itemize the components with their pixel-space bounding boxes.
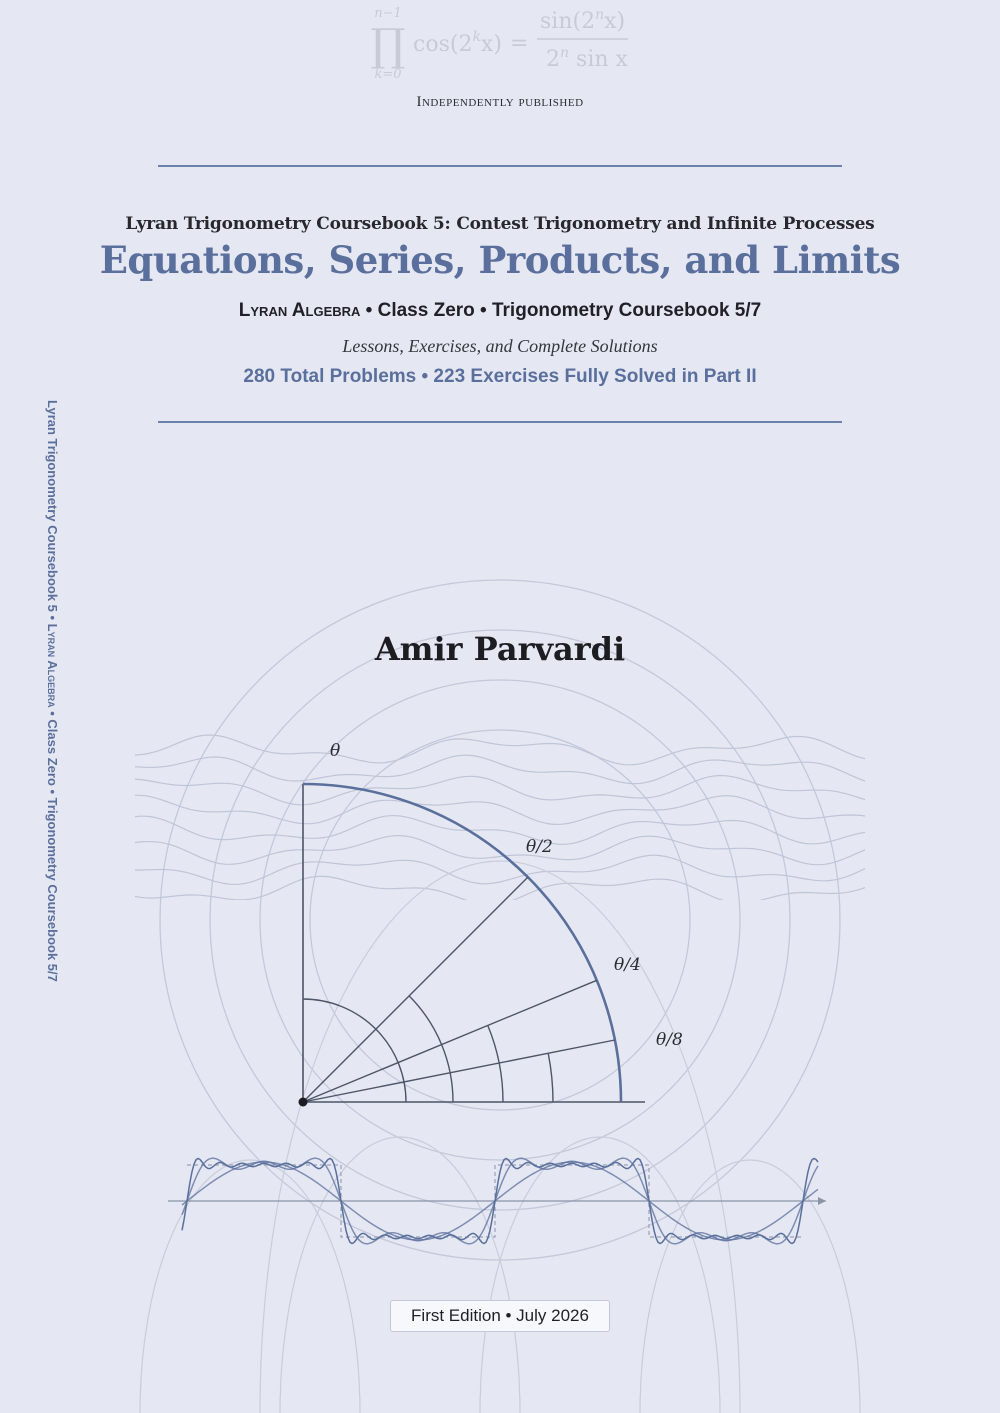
svg-text:2n sin x	[546, 45, 629, 72]
formula-num-tail: x)	[604, 9, 626, 34]
angle-ray	[303, 877, 528, 1102]
series-subtitle-rest: • Class Zero • Trigonometry Coursebook 5/7	[360, 300, 762, 321]
formula-den-exp: n	[560, 45, 570, 61]
formula-prod-upper: n−1	[374, 6, 402, 21]
arch-line	[280, 1137, 520, 1413]
wave-line	[130, 836, 870, 865]
formula-den-tail: sin x	[569, 47, 628, 72]
svg-text:cos(2kx)	[413, 29, 502, 57]
formula-lhs: cos(2	[413, 32, 473, 57]
watermark-formula	[0, 0, 1000, 90]
wave-line	[130, 816, 870, 845]
formula-lhs-tail: x)	[480, 32, 502, 57]
square-wave-plot	[168, 1158, 826, 1244]
angle-ray	[303, 1040, 615, 1102]
formula-num: sin(2	[540, 9, 596, 34]
wave-line	[130, 855, 870, 884]
wave-line	[130, 876, 870, 905]
angle-diagram	[299, 784, 646, 1107]
formula-den: 2	[546, 47, 560, 72]
book-title: Equations, Series, Products, and Limits	[99, 238, 901, 282]
cover-artwork	[0, 560, 1000, 1413]
arch-line	[480, 1137, 720, 1413]
formula-num-exp: n	[595, 7, 605, 23]
formula-prod-lower: k=0	[374, 67, 402, 82]
background-waves	[130, 735, 870, 905]
svg-text:sin(2nx)	[540, 7, 625, 34]
spine-imprint: Lyran Algebra	[45, 623, 60, 708]
wave-line	[130, 755, 870, 783]
arch-line	[640, 1160, 860, 1413]
top-rule	[158, 165, 842, 167]
label-theta-eighth: θ/8	[656, 1030, 683, 1050]
label-theta-quarter: θ/4	[614, 955, 641, 975]
formula-lhs-exp: k	[472, 29, 481, 45]
series-subtitle	[0, 300, 1000, 322]
arch-line	[140, 1160, 360, 1413]
angle-arc	[548, 1053, 553, 1102]
imprint-name: Lyran Algebra	[238, 300, 361, 321]
author-name: Amir Parvardi	[374, 630, 626, 668]
publisher-label: Independently published	[416, 94, 584, 110]
spine-part1: Lyran Trigonometry Coursebook 5 •	[45, 400, 60, 624]
edition-badge: First Edition • July 2026	[390, 1300, 610, 1332]
label-theta: θ	[330, 741, 341, 761]
spine-part2: • Class Zero • Trigonometry Coursebook 5/7	[45, 707, 60, 982]
tagline: Lessons, Exercises, and Complete Solutions	[342, 336, 658, 356]
formula-prod-sign: ∏	[370, 20, 406, 71]
formula-equals: =	[510, 31, 529, 56]
series-line: Lyran Trigonometry Coursebook 5: Contest Trigonometry and Infinite Processes	[125, 214, 875, 234]
background-circles	[160, 580, 840, 1260]
label-theta-half: θ/2	[526, 837, 553, 857]
wave-line	[130, 735, 870, 765]
problem-count: 280 Total Problems • 223 Exercises Fully Solved in Part II	[243, 366, 757, 387]
bottom-rule	[158, 421, 842, 423]
wave-line	[130, 795, 870, 824]
